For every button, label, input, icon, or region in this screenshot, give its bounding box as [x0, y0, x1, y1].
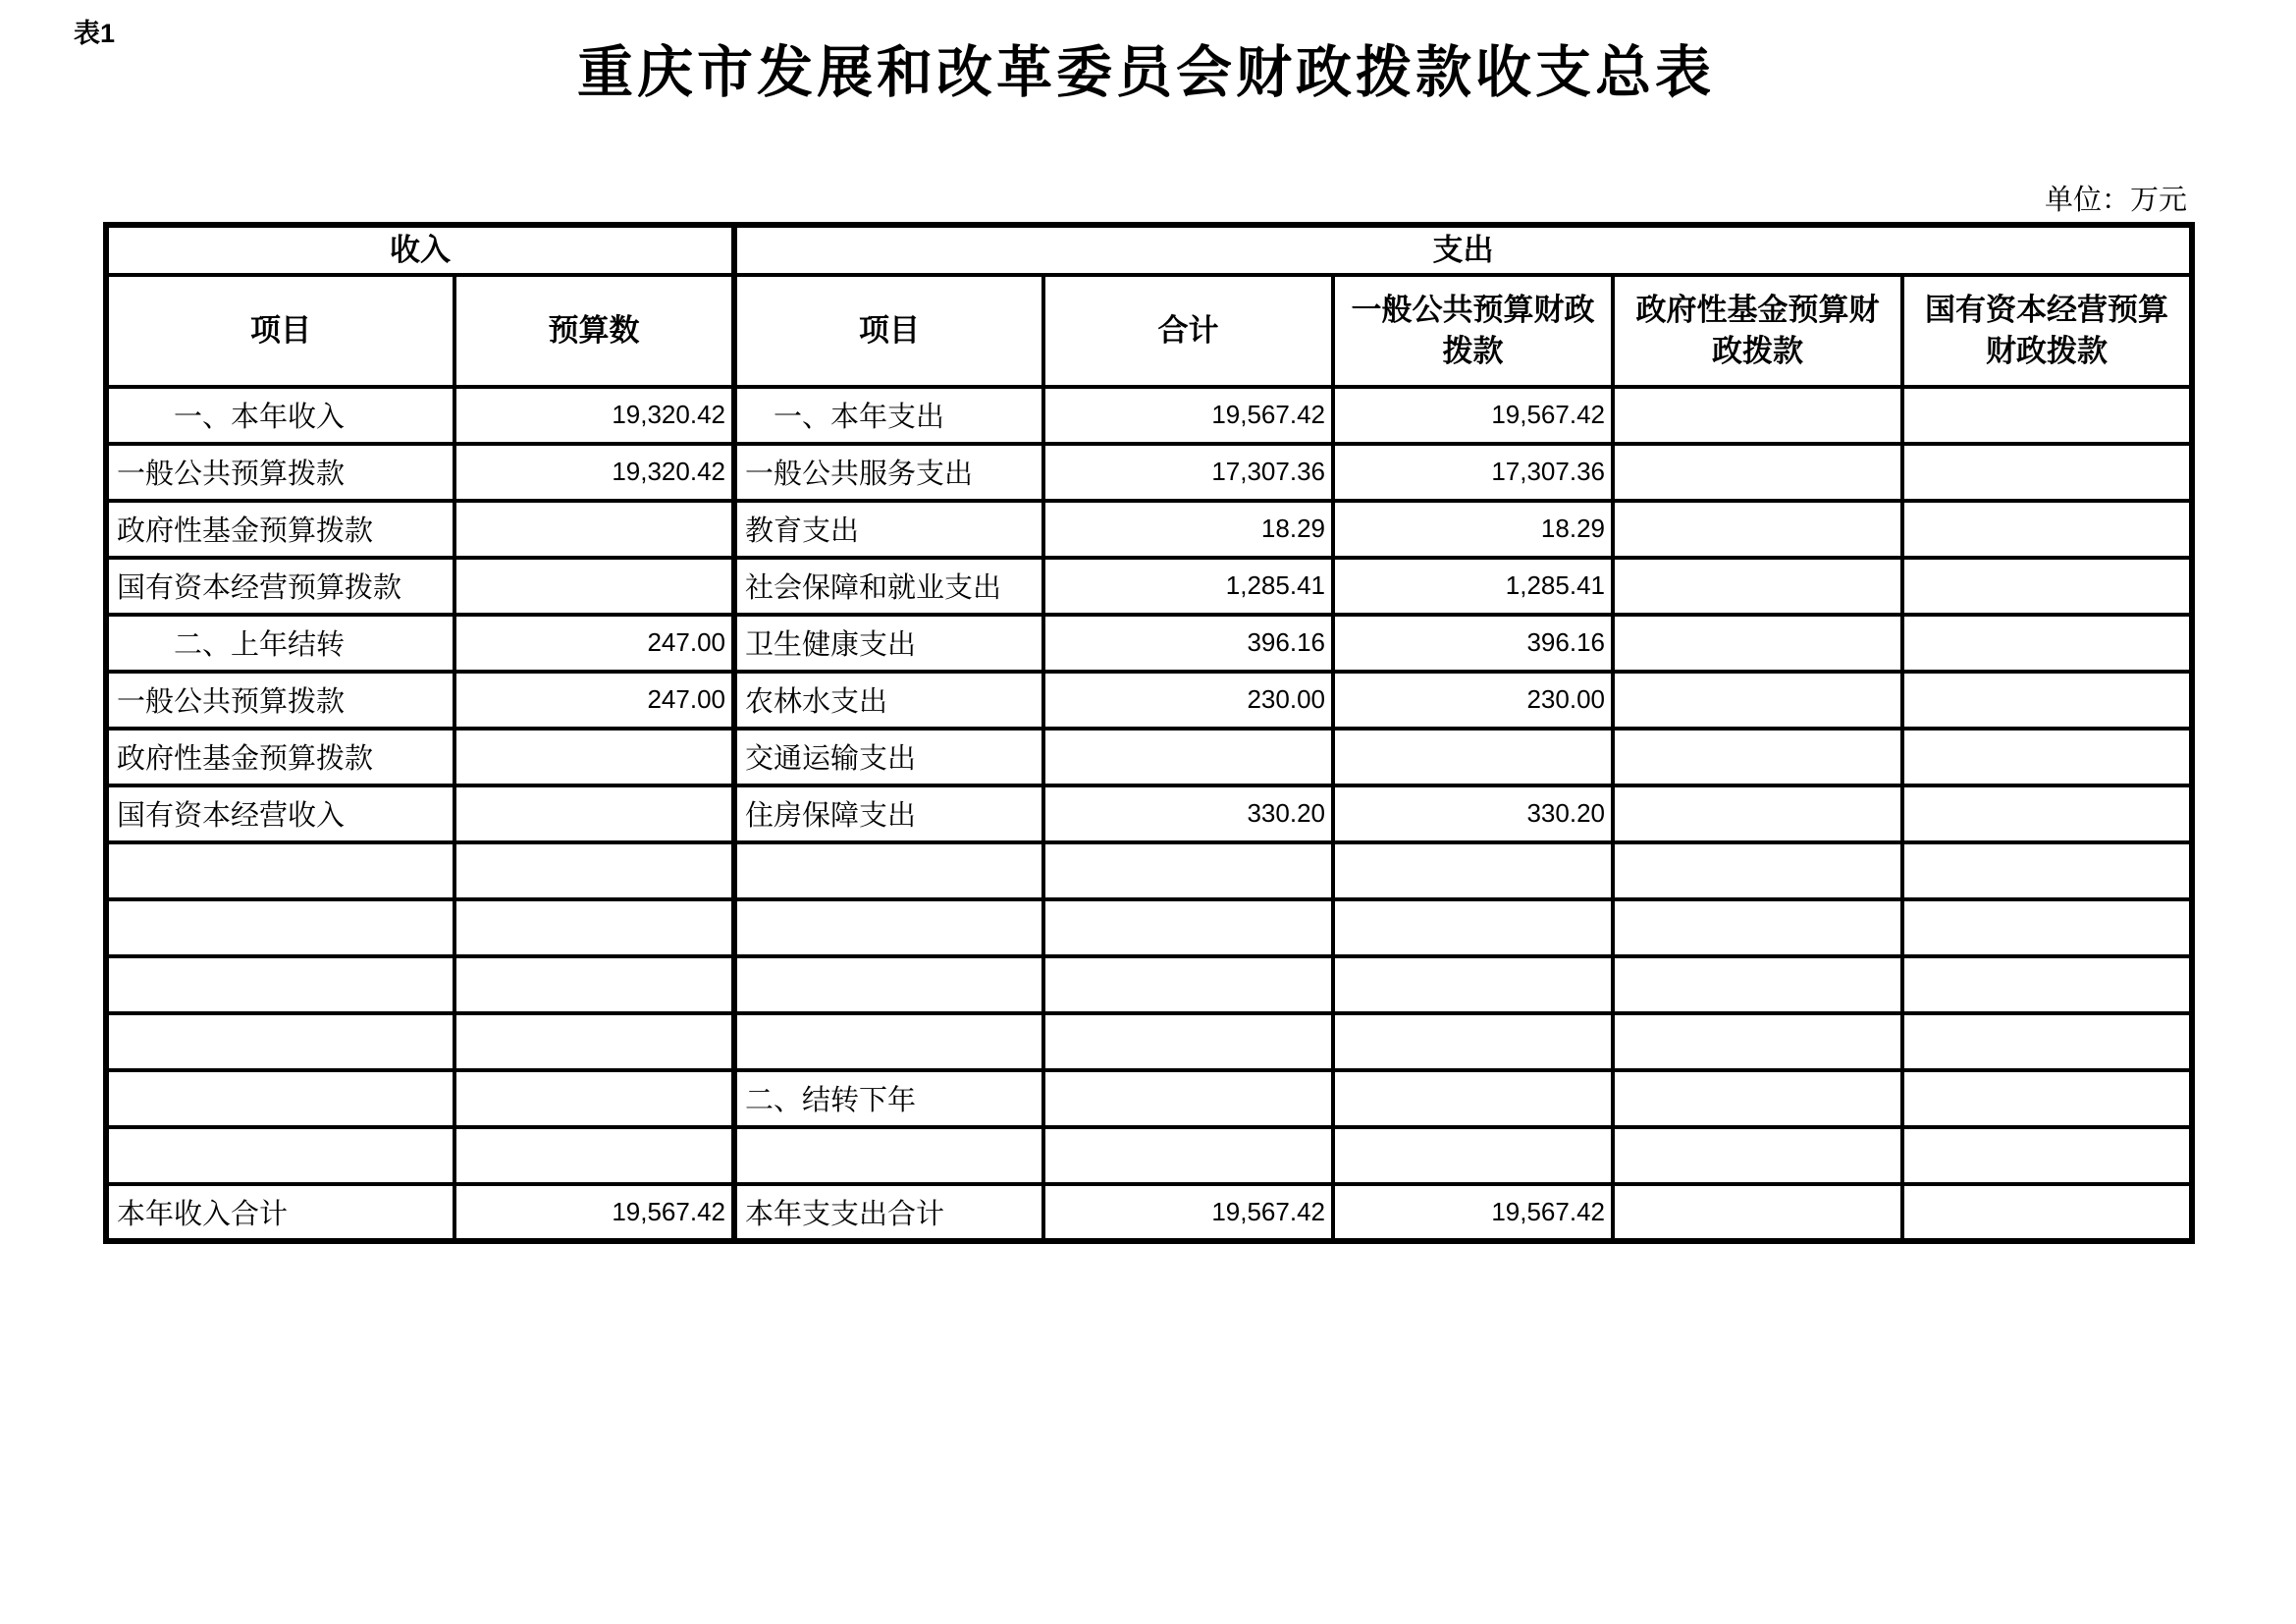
cell-exp-total [1043, 899, 1333, 956]
table-row [106, 842, 2192, 899]
cell-exp-govfund [1613, 785, 1902, 842]
cell-exp-govfund [1613, 444, 1902, 501]
cell-exp-govfund [1613, 558, 1902, 615]
table-row [106, 956, 2192, 1013]
group-header-row [106, 225, 2192, 275]
cell-income-budget [454, 501, 734, 558]
budget-summary-table [103, 222, 2195, 1244]
cell-exp-general: 19,567.42 [1333, 1184, 1613, 1241]
cell-exp-govfund [1613, 1184, 1902, 1241]
cell-exp-item [734, 842, 1043, 899]
col-header-income-budget: 预算数 [454, 275, 734, 387]
col-header-exp-item: 项目 [734, 275, 1043, 387]
cell-exp-statecap [1902, 785, 2192, 842]
cell-exp-govfund [1613, 899, 1902, 956]
cell-income-budget [454, 956, 734, 1013]
cell-exp-item: 教育支出 [734, 501, 1043, 558]
cell-income-item: 一般公共预算拨款 [106, 444, 454, 501]
cell-exp-govfund [1613, 615, 1902, 672]
col-header-income-item: 项目 [106, 275, 454, 387]
cell-exp-item: 农林水支出 [734, 672, 1043, 729]
cell-exp-total [1043, 842, 1333, 899]
cell-exp-general [1333, 1127, 1613, 1184]
cell-income-item [106, 1127, 454, 1184]
cell-exp-statecap [1902, 672, 2192, 729]
cell-income-item: 一般公共预算拨款 [106, 672, 454, 729]
cell-exp-general [1333, 729, 1613, 785]
income-group-header: 收入 [106, 225, 734, 275]
cell-exp-general: 18.29 [1333, 501, 1613, 558]
table-row [106, 444, 2192, 501]
table-body [106, 387, 2192, 1241]
table-row [106, 1184, 2192, 1241]
cell-exp-statecap [1902, 387, 2192, 444]
cell-exp-statecap [1902, 729, 2192, 785]
cell-exp-statecap [1902, 1070, 2192, 1127]
cell-income-item: 政府性基金预算拨款 [106, 729, 454, 785]
page-title: 重庆市发展和改革委员会财政拨款收支总表 [577, 42, 1715, 104]
cell-exp-statecap [1902, 1013, 2192, 1070]
cell-exp-statecap [1902, 501, 2192, 558]
cell-exp-statecap [1902, 1127, 2192, 1184]
table-row [106, 1127, 2192, 1184]
cell-income-item [106, 1070, 454, 1127]
cell-exp-govfund [1613, 842, 1902, 899]
cell-income-item: 一、本年收入 [106, 387, 454, 444]
cell-exp-general [1333, 842, 1613, 899]
cell-exp-item: 二、结转下年 [734, 1070, 1043, 1127]
cell-income-item [106, 956, 454, 1013]
cell-exp-item [734, 899, 1043, 956]
cell-exp-statecap [1902, 558, 2192, 615]
cell-exp-govfund [1613, 387, 1902, 444]
table-row [106, 672, 2192, 729]
cell-exp-total: 230.00 [1043, 672, 1333, 729]
table-row [106, 1013, 2192, 1070]
col-header-exp-general-public-budget: 一般公共预算财政拨款 [1333, 275, 1613, 387]
cell-exp-general: 19,567.42 [1333, 387, 1613, 444]
cell-exp-item [734, 1127, 1043, 1184]
cell-income-budget: 247.00 [454, 672, 734, 729]
cell-income-item: 政府性基金预算拨款 [106, 501, 454, 558]
cell-exp-govfund [1613, 1127, 1902, 1184]
cell-income-budget [454, 1127, 734, 1184]
cell-income-item [106, 899, 454, 956]
cell-exp-item: 本年支支出合计 [734, 1184, 1043, 1241]
cell-exp-total: 1,285.41 [1043, 558, 1333, 615]
cell-exp-general: 230.00 [1333, 672, 1613, 729]
cell-exp-govfund [1613, 956, 1902, 1013]
cell-exp-total: 18.29 [1043, 501, 1333, 558]
cell-exp-total [1043, 729, 1333, 785]
cell-income-budget [454, 558, 734, 615]
table-row [106, 615, 2192, 672]
cell-income-budget: 19,320.42 [454, 444, 734, 501]
cell-exp-total: 17,307.36 [1043, 444, 1333, 501]
cell-exp-item [734, 956, 1043, 1013]
col-header-exp-gov-fund-budget: 政府性基金预算财政拨款 [1613, 275, 1902, 387]
cell-income-budget [454, 1013, 734, 1070]
cell-exp-statecap [1902, 842, 2192, 899]
cell-exp-item: 一、本年支出 [734, 387, 1043, 444]
table-row [106, 1070, 2192, 1127]
cell-exp-total: 330.20 [1043, 785, 1333, 842]
table-header [106, 225, 2192, 387]
cell-exp-total: 19,567.42 [1043, 387, 1333, 444]
cell-income-budget: 247.00 [454, 615, 734, 672]
cell-exp-statecap [1902, 899, 2192, 956]
cell-exp-total: 19,567.42 [1043, 1184, 1333, 1241]
sheet-label: 表1 [74, 19, 116, 48]
cell-income-item: 本年收入合计 [106, 1184, 454, 1241]
cell-income-item: 二、上年结转 [106, 615, 454, 672]
cell-income-item [106, 842, 454, 899]
cell-income-budget [454, 899, 734, 956]
col-header-exp-total: 合计 [1043, 275, 1333, 387]
cell-income-budget [454, 785, 734, 842]
cell-income-budget: 19,320.42 [454, 387, 734, 444]
col-header-exp-state-capital-budget: 国有资本经营预算财政拨款 [1902, 275, 2192, 387]
cell-income-budget [454, 729, 734, 785]
cell-exp-item: 卫生健康支出 [734, 615, 1043, 672]
cell-exp-item: 一般公共服务支出 [734, 444, 1043, 501]
table-row [106, 899, 2192, 956]
cell-exp-item [734, 1013, 1043, 1070]
table-row [106, 729, 2192, 785]
cell-exp-statecap [1902, 1184, 2192, 1241]
cell-exp-general [1333, 899, 1613, 956]
cell-exp-govfund [1613, 1070, 1902, 1127]
cell-exp-total: 396.16 [1043, 615, 1333, 672]
cell-exp-general [1333, 1013, 1613, 1070]
cell-exp-item: 社会保障和就业支出 [734, 558, 1043, 615]
cell-exp-general: 17,307.36 [1333, 444, 1613, 501]
cell-exp-total [1043, 1127, 1333, 1184]
cell-income-budget [454, 1070, 734, 1127]
cell-exp-total [1043, 1013, 1333, 1070]
cell-exp-govfund [1613, 729, 1902, 785]
cell-exp-statecap [1902, 956, 2192, 1013]
cell-income-item: 国有资本经营预算拨款 [106, 558, 454, 615]
cell-exp-govfund [1613, 672, 1902, 729]
cell-exp-govfund [1613, 1013, 1902, 1070]
table-row [106, 785, 2192, 842]
cell-exp-govfund [1613, 501, 1902, 558]
cell-exp-general: 396.16 [1333, 615, 1613, 672]
cell-exp-item: 交通运输支出 [734, 729, 1043, 785]
cell-income-budget: 19,567.42 [454, 1184, 734, 1241]
cell-exp-total [1043, 956, 1333, 1013]
cell-income-item [106, 1013, 454, 1070]
unit-note: 单位：万元 [2044, 185, 2187, 216]
cell-exp-statecap [1902, 615, 2192, 672]
cell-exp-total [1043, 1070, 1333, 1127]
cell-exp-statecap [1902, 444, 2192, 501]
cell-exp-general: 330.20 [1333, 785, 1613, 842]
cell-exp-general [1333, 1070, 1613, 1127]
expenditure-group-header: 支出 [734, 225, 2192, 275]
column-header-row [106, 275, 2192, 387]
cell-exp-general: 1,285.41 [1333, 558, 1613, 615]
cell-exp-item: 住房保障支出 [734, 785, 1043, 842]
cell-income-item: 国有资本经营收入 [106, 785, 454, 842]
cell-income-budget [454, 842, 734, 899]
table-row [106, 501, 2192, 558]
table-row [106, 558, 2192, 615]
cell-exp-general [1333, 956, 1613, 1013]
table-row [106, 387, 2192, 444]
